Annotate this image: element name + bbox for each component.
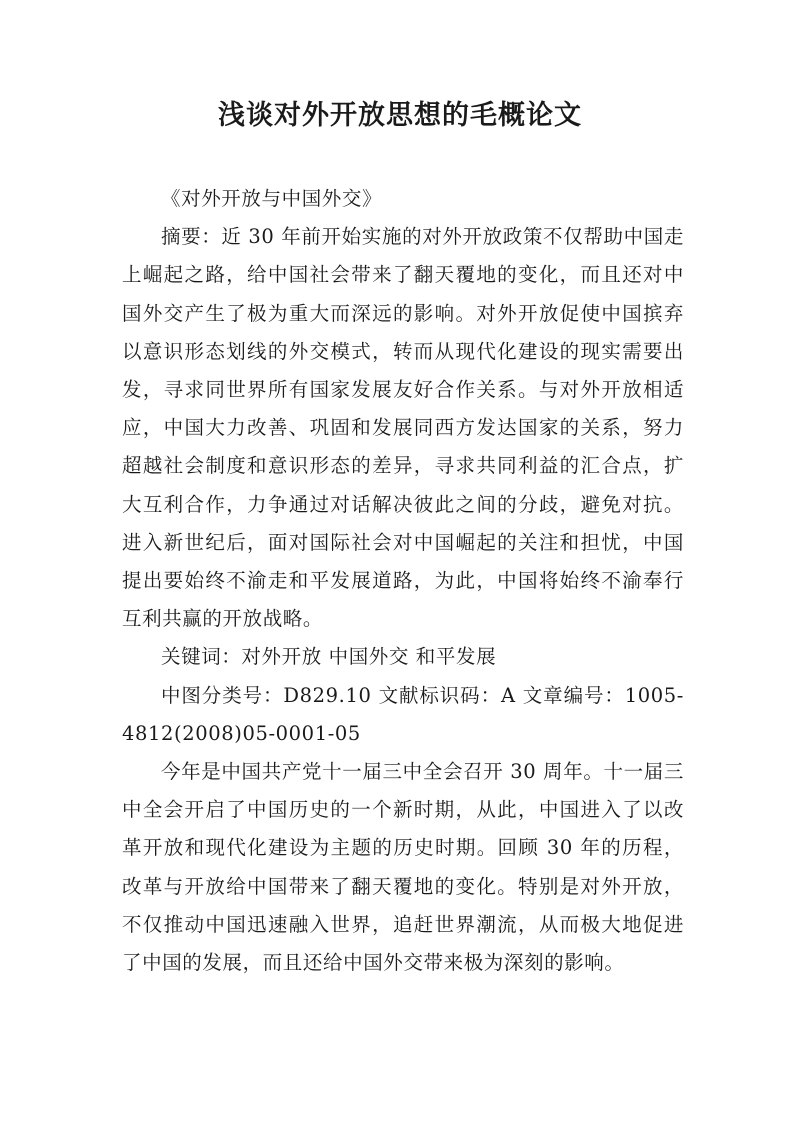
document-body <box>122 180 684 982</box>
subtitle-paragraph: 《对外开放与中国外交》 <box>161 187 383 210</box>
classification-paragraph: 中图分类号：D829.10 文献标识码：A 文章编号：1005-4812(2008)05-0001-05 <box>122 683 684 745</box>
body-paragraph: 今年是中国共产党十一届三中全会召开 30 周年。十一届三中全会开启了中国历史的一个新时期，从此，中国进入了以改革开放和现代化建设为主题的历史时期。回顾 30 年的历程，改革与开放给中国带来了翻天覆地的变化。特别是对外开放，不仅推动中国迅速融入世界，追赶世界潮流，从而极大地促进了中国的发展，而且还给中国外交带来极为深刻的影响。 <box>122 760 684 975</box>
document-title: 浅谈对外开放思想的毛概论文 <box>218 100 582 131</box>
keywords-paragraph: 关键词：对外开放 中国外交 和平发展 <box>161 645 497 669</box>
abstract-paragraph: 摘要：近 30 年前开始实施的对外开放政策不仅帮助中国走上崛起之路，给中国社会带来了翻天覆地的变化，而且还对中国外交产生了极为重大而深远的影响。对外开放促使中国摈弃以意识形态划线的外交模式，转而从现代化建设的现实需要出发，寻求同世界所有国家发展友好合作关系。与对外开放相适应，中国大力改善、巩固和发展同西方发达国家的关系，努力超越社会制度和意识形态的差异，寻求共同利益的汇合点，扩大互利合作，力争通过对话解决彼此之间的分歧，避免对抗。进入新世纪后，面对国际社会对中国崛起的关注和担忧，中国提出要始终不渝走和平发展道路，为此，中国将始终不渝奉行互利共赢的开放战略。 <box>122 225 684 631</box>
